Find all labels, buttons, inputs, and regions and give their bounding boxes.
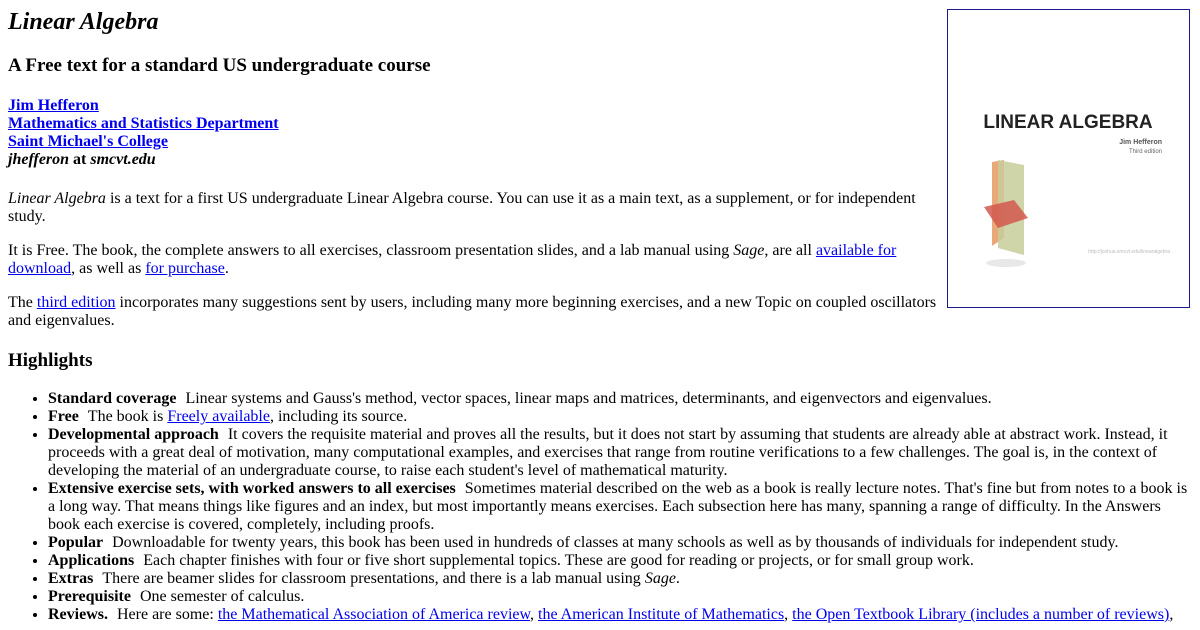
cover-title: LINEAR ALGEBRA bbox=[983, 112, 1153, 133]
download-link[interactable]: available for download bbox=[8, 242, 897, 277]
book-cover-art bbox=[948, 10, 1189, 307]
aim-link[interactable]: the American Institute of Mathematics bbox=[538, 606, 785, 623]
department-link[interactable]: Mathematics and Statistics Department bbox=[8, 115, 279, 132]
freely-available-link[interactable]: Freely available bbox=[167, 408, 270, 425]
list-item: • Extensive exercise sets, with worked answers to all exercises Sometimes material described on the web as a book is really lecture notes. That's fine but from notes to a book is a long way. That means things like figures and an index, but most importantly means exercises. Each subsection here has many, spanning a range of difficulty. In the Answers book each exercise is covered, completely, including proofs. bbox=[48, 480, 1192, 534]
list-item: • Popular Downloadable for twenty years, this book has been used in hundreds of classes at many schools as well as by thousands of individuals for independent study. bbox=[48, 534, 1192, 552]
intro-paragraph: Linear Algebra is a text for a first US undergraduate Linear Algebra course. You can use it as a main text, as a supplement, or for independent study. bbox=[8, 190, 916, 225]
list-item: • Applications Each chapter finishes with four or five short supplemental topics. These are good for reading or projects, or for small group work. bbox=[48, 552, 1192, 570]
college-link[interactable]: Saint Michael's College bbox=[8, 133, 168, 150]
book-name: Linear Algebra bbox=[8, 190, 106, 207]
author-email: jhefferon at smcvt.edu bbox=[8, 151, 156, 168]
maa-review-link[interactable]: the Mathematical Association of America review bbox=[217, 606, 531, 623]
author-name-link[interactable]: Jim Hefferon bbox=[8, 97, 99, 114]
page-subtitle: A Free text for a standard US undergraduate course bbox=[8, 55, 431, 76]
list-item: • Standard coverage Linear systems and Gauss's method, vector spaces, linear maps and matrices, determinants, and eigenvectors and eigenvalues. bbox=[48, 390, 1192, 408]
book-cover-image[interactable] bbox=[947, 9, 1190, 308]
third-edition-link[interactable]: third edition bbox=[36, 294, 116, 311]
open-textbook-library-link[interactable]: the Open Textbook Library (includes a number of reviews) bbox=[792, 606, 1170, 623]
author-block bbox=[8, 97, 279, 169]
list-item: • Developmental approach It covers the requisite material and proves all the results, but it does not start by assuming that students are already able at abstract work. Instead, it proceeds with a great deal of motivation, many computational examples, and exercises that range from routine verifications to a few challenges. The goal is, in the context of developing the material of an undergraduate course, to raise each student's level of mathematical maturity. bbox=[48, 426, 1192, 480]
page-title: Linear Algebra bbox=[8, 9, 159, 35]
list-item: • Reviews. Here are some: the Mathematical Association of America review, the American Institute of Mathematics, the Open Textbook Library (includes a number of reviews), bbox=[48, 606, 1192, 624]
highlights-heading: Highlights bbox=[8, 350, 93, 371]
highlights-list bbox=[8, 390, 1192, 624]
edition-paragraph: The third edition incorporates many suggestions sent by users, including many more beginning exercises, and a new Topic on coupled oscillators and eigenvalues. bbox=[8, 294, 937, 329]
list-item: • Extras There are beamer slides for classroom presentations, and there is a lab manual using Sage. bbox=[48, 570, 1192, 588]
cover-planes-graphic bbox=[984, 160, 1028, 267]
list-item: • Free The book is Freely available, including its source. bbox=[48, 408, 1192, 426]
cover-edition: Third edition bbox=[1128, 149, 1162, 155]
free-paragraph: It is Free. The book, the complete answers to all exercises, classroom presentation slides, and a lab manual using Sage, are all available for download, as well as for purchase. bbox=[8, 242, 897, 277]
cover-url: http://joshua.smcvt.edu/linearalgebra bbox=[1088, 249, 1170, 255]
list-item: • Prerequisite One semester of calculus. bbox=[48, 588, 1192, 606]
cover-author: Jim Hefferon bbox=[1119, 139, 1162, 146]
purchase-link[interactable]: for purchase bbox=[145, 260, 225, 277]
